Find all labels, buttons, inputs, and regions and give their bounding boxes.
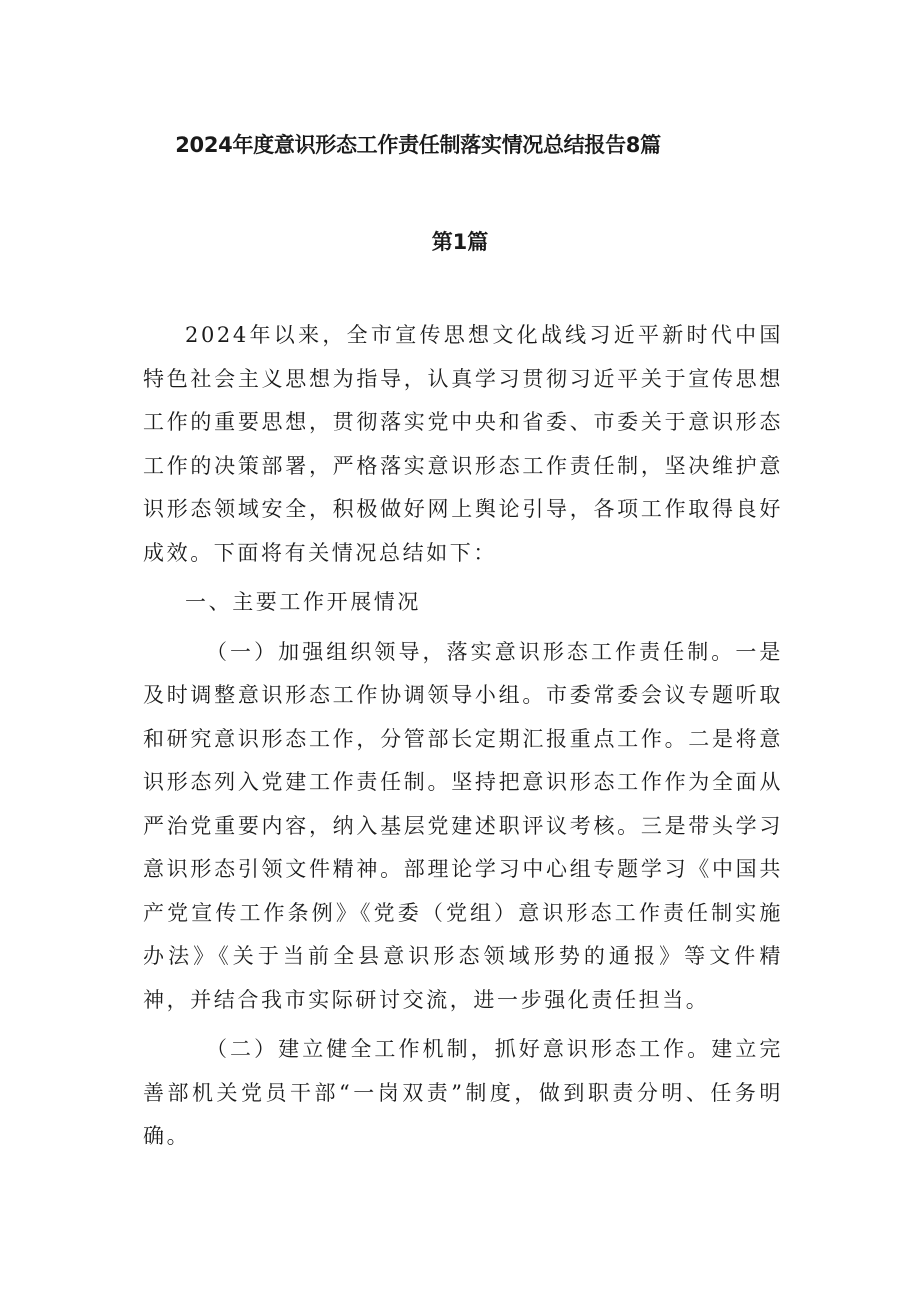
section-heading: 一、主要工作开展情况 [185,590,421,614]
subsection-paragraph-2: （二）建立健全工作机制，抓好意识形态工作。建立完善部机关党员干部“一岗双责”制度，做到职责分明、任务明确。 [143,1037,783,1148]
document-body [143,314,783,1159]
part-title: 第1篇 [431,230,489,254]
document-title: 2024年度意识形态工作责任制落实情况总结报告8篇 [175,133,661,157]
intro-paragraph: 2024年以来，全市宣传思想文化战线习近平新时代中国特色社会主义思想为指导，认真学习贯彻习近平关于宣传思想工作的重要思想，贯彻落实党中央和省委、市委关于意识形态工作的决策部署，严格落实意识形态工作责任制，坚决维护意识形态领域安全，积极做好网上舆论引导，各项工作取得良好成效。下面将有关情况总结如下： [143,323,783,565]
subsection-paragraph-1: （一）加强组织领导，落实意识形态工作责任制。一是及时调整意识形态工作协调领导小组。市委常委会议专题听取和研究意识形态工作，分管部长定期汇报重点工作。二是将意识形态列入党建工作责任制。坚持把意识形态工作作为全面从严治党重要内容，纳入基层党建述职评议考核。三是带头学习意识形态引领文件精神。部理论学习中心组专题学习《中国共产党宣传工作条例》《党委（党组）意识形态工作责任制实施办法》《关于当前全县意识形态领域形势的通报》等文件精神，并结合我市实际研讨交流，进一步强化责任担当。 [143,639,783,1012]
